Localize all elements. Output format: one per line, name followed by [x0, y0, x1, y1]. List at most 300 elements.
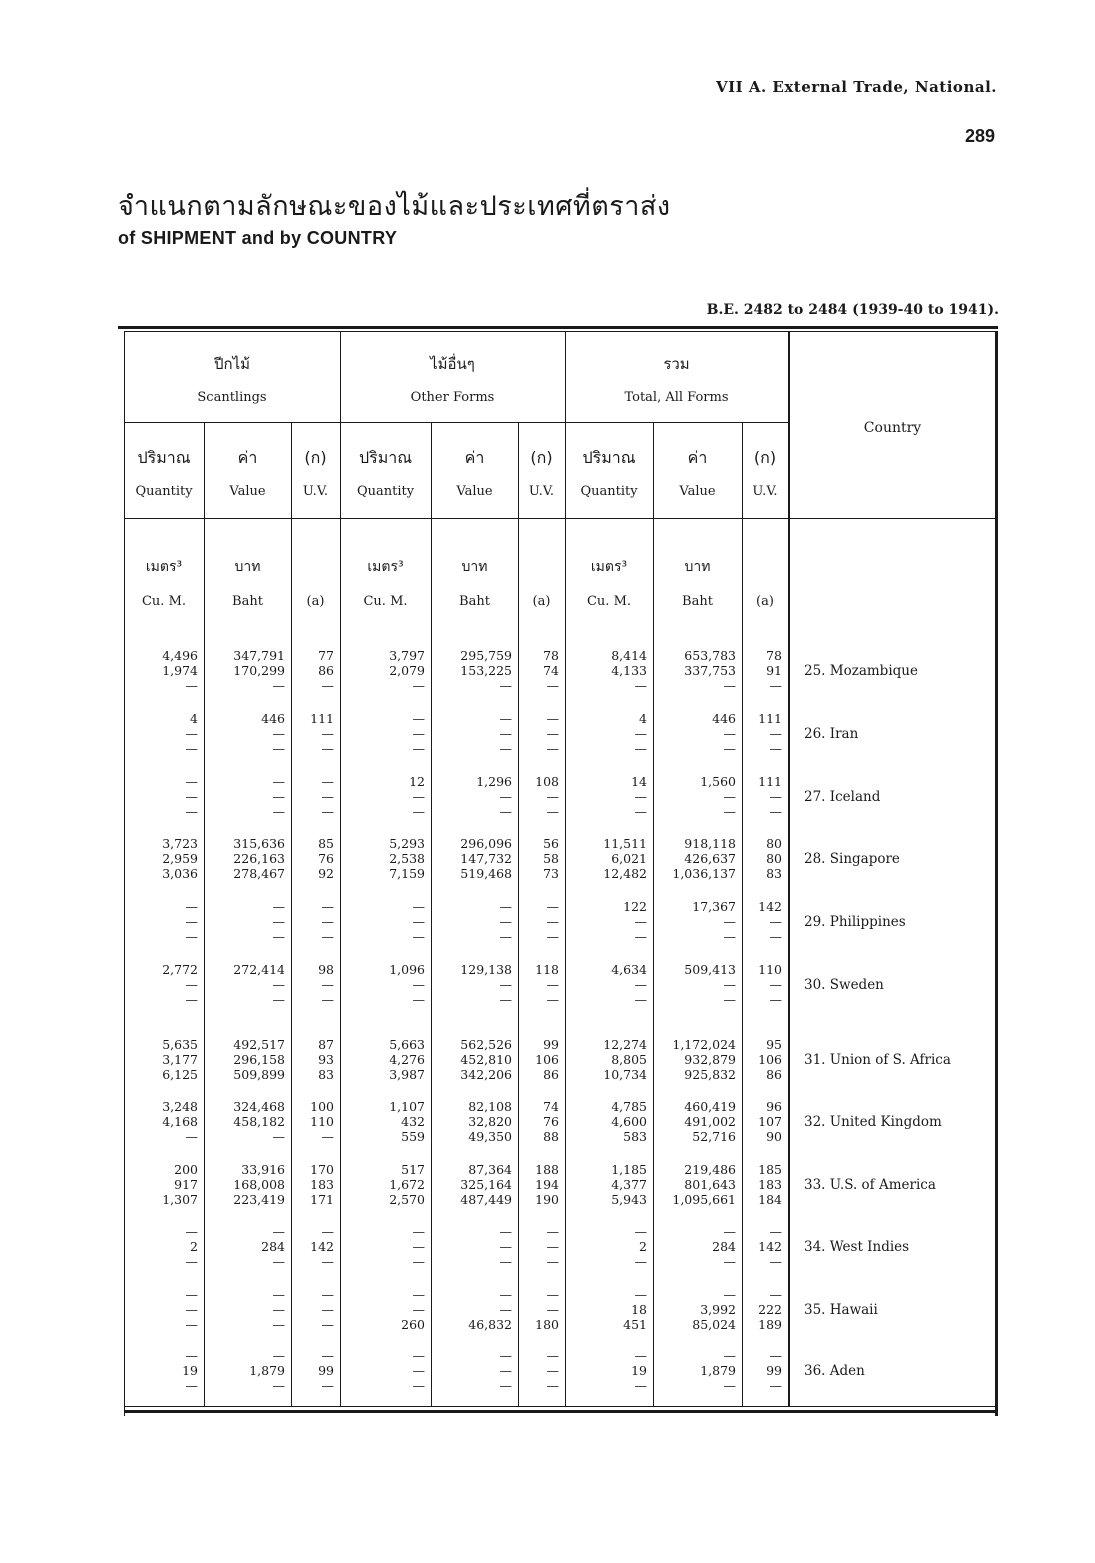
- unit-label: Baht: [232, 594, 263, 609]
- cell-value: 325,164: [460, 1177, 512, 1192]
- cell-value: 3,036: [162, 866, 198, 881]
- cell-value: —: [185, 1254, 198, 1269]
- total-uv-cell: [744, 1037, 782, 1082]
- cell-value: 86: [543, 1067, 559, 1082]
- scantlings-uv-cell: [293, 1099, 334, 1144]
- cell-value: —: [723, 929, 736, 944]
- total-quantity-cell: [567, 836, 647, 881]
- scantlings-quantity-cell: [126, 1287, 198, 1332]
- total-quantity-cell: [567, 962, 647, 1007]
- cell-value: 170,299: [233, 663, 285, 678]
- cell-value: 2,570: [389, 1192, 425, 1207]
- cell-value: 1,036,137: [672, 866, 736, 881]
- cell-value: 452,810: [460, 1052, 512, 1067]
- cell-value: 111: [310, 711, 334, 726]
- total-uv-cell: [744, 648, 782, 693]
- scantlings-quantity-cell: [126, 1224, 198, 1269]
- cell-value: 88: [543, 1129, 559, 1144]
- page-number: 289: [964, 126, 995, 146]
- cell-value: —: [546, 899, 559, 914]
- cell-value: —: [412, 726, 425, 741]
- total-quantity-cell: [567, 774, 647, 819]
- cell-value: 446: [261, 711, 285, 726]
- value-header-thai: ค่า: [464, 448, 485, 467]
- cell-value: 190: [535, 1192, 559, 1207]
- cell-value: 7,159: [389, 866, 425, 881]
- cell-value: —: [723, 1348, 736, 1363]
- cell-value: 168,008: [233, 1177, 285, 1192]
- cell-value: —: [723, 678, 736, 693]
- cell-value: —: [546, 1254, 559, 1269]
- country-name: 31. Union of S. Africa: [804, 1052, 951, 1068]
- cell-value: 12: [409, 774, 425, 789]
- cell-value: 99: [766, 1363, 782, 1378]
- country-header: Country: [863, 420, 922, 436]
- cell-value: —: [723, 977, 736, 992]
- cell-value: 1,185: [611, 1162, 647, 1177]
- cell-value: —: [272, 1224, 285, 1239]
- total-value-cell: [655, 899, 736, 944]
- cell-value: —: [723, 1254, 736, 1269]
- unit-thai: บาท: [461, 559, 488, 575]
- cell-value: —: [769, 789, 782, 804]
- cell-value: 5,943: [611, 1192, 647, 1207]
- scantlings-uv-cell: [293, 1162, 334, 1207]
- cell-value: 108: [535, 774, 559, 789]
- cell-value: 1,879: [249, 1363, 285, 1378]
- unit-label: Cu. M.: [586, 594, 632, 609]
- other-value-cell: [433, 836, 512, 881]
- cell-value: —: [546, 977, 559, 992]
- cell-value: —: [546, 1287, 559, 1302]
- cell-value: 6,125: [162, 1067, 198, 1082]
- total-uv-cell: [744, 836, 782, 881]
- cell-value: —: [412, 1239, 425, 1254]
- uv-header-thai: (ก): [530, 448, 553, 467]
- cell-value: 296,096: [460, 836, 512, 851]
- cell-value: 517: [401, 1162, 425, 1177]
- cell-value: —: [634, 992, 647, 1007]
- cell-value: —: [546, 726, 559, 741]
- scantlings-quantity-cell: [126, 1037, 198, 1082]
- cell-value: 932,879: [684, 1052, 736, 1067]
- other-quantity-cell: [342, 1348, 425, 1393]
- quantity-header-thai: ปริมาณ: [582, 448, 636, 467]
- cell-value: 10,734: [603, 1067, 647, 1082]
- cell-value: —: [499, 977, 512, 992]
- cell-value: 86: [318, 663, 334, 678]
- cell-value: —: [499, 899, 512, 914]
- cell-value: 142: [758, 899, 782, 914]
- cell-value: —: [272, 977, 285, 992]
- other-uv-cell: [520, 774, 559, 819]
- cell-value: 189: [758, 1317, 782, 1332]
- scantlings-value-cell: [206, 1224, 285, 1269]
- cell-value: —: [185, 678, 198, 693]
- other-quantity-cell: [342, 1099, 425, 1144]
- cell-value: —: [412, 1363, 425, 1378]
- other-value-cell: [433, 1037, 512, 1082]
- cell-value: —: [412, 1224, 425, 1239]
- cell-value: —: [272, 1378, 285, 1393]
- cell-value: —: [546, 1239, 559, 1254]
- scantlings-value-cell: [206, 1099, 285, 1144]
- cell-value: 122: [623, 899, 647, 914]
- table-title-english: of SHIPMENT and by COUNTRY: [118, 228, 398, 248]
- cell-value: —: [185, 914, 198, 929]
- cell-value: —: [412, 992, 425, 1007]
- cell-value: 83: [766, 866, 782, 881]
- scantlings-quantity-cell: [126, 899, 198, 944]
- scantlings-value-cell: [206, 899, 285, 944]
- other-quantity-cell: [342, 711, 425, 756]
- cell-value: 86: [766, 1067, 782, 1082]
- quantity-header: Quantity: [135, 484, 193, 499]
- cell-value: 82,108: [468, 1099, 512, 1114]
- cell-value: —: [412, 741, 425, 756]
- cell-value: 432: [401, 1114, 425, 1129]
- other-value-cell: [433, 899, 512, 944]
- cell-value: —: [412, 977, 425, 992]
- cell-value: 129,138: [460, 962, 512, 977]
- cell-value: —: [634, 929, 647, 944]
- scantlings-uv-cell: [293, 1287, 334, 1332]
- cell-value: 46,832: [468, 1317, 512, 1332]
- cell-value: 446: [712, 711, 736, 726]
- cell-value: 347,791: [233, 648, 285, 663]
- cell-value: —: [769, 1287, 782, 1302]
- cell-value: 1,672: [389, 1177, 425, 1192]
- cell-value: 85,024: [692, 1317, 736, 1332]
- cell-value: —: [723, 1287, 736, 1302]
- cell-value: 2,959: [162, 851, 198, 866]
- total-quantity-cell: [567, 899, 647, 944]
- country-name: 36. Aden: [804, 1363, 865, 1379]
- cell-value: 519,468: [460, 866, 512, 881]
- cell-value: 183: [310, 1177, 334, 1192]
- total-value-cell: [655, 774, 736, 819]
- cell-value: 1,974: [162, 663, 198, 678]
- cell-value: —: [272, 992, 285, 1007]
- cell-value: —: [185, 1287, 198, 1302]
- period-label: B.E. 2482 to 2484 (1939-40 to 1941).: [706, 302, 999, 318]
- other-value-cell: [433, 774, 512, 819]
- scantlings-uv-cell: [293, 1348, 334, 1393]
- cell-value: —: [272, 804, 285, 819]
- total-quantity-cell: [567, 1162, 647, 1207]
- cell-value: —: [272, 741, 285, 756]
- scantlings-value-cell: [206, 648, 285, 693]
- cell-value: —: [321, 1254, 334, 1269]
- cell-value: —: [546, 1378, 559, 1393]
- cell-value: —: [546, 741, 559, 756]
- cell-value: —: [634, 804, 647, 819]
- cell-value: —: [634, 678, 647, 693]
- quantity-header: Quantity: [580, 484, 638, 499]
- cell-value: —: [499, 914, 512, 929]
- cell-value: —: [634, 726, 647, 741]
- cell-value: 1,560: [700, 774, 736, 789]
- cell-value: 284: [712, 1239, 736, 1254]
- cell-value: —: [634, 1348, 647, 1363]
- cell-value: —: [769, 1348, 782, 1363]
- cell-value: —: [412, 914, 425, 929]
- cell-value: —: [723, 914, 736, 929]
- unit-thai: บาท: [684, 559, 711, 575]
- cell-value: —: [723, 789, 736, 804]
- cell-value: —: [769, 804, 782, 819]
- cell-value: —: [321, 899, 334, 914]
- cell-value: 91: [766, 663, 782, 678]
- cell-value: —: [769, 992, 782, 1007]
- total-quantity-cell: [567, 711, 647, 756]
- other-uv-cell: [520, 836, 559, 881]
- total-value-cell: [655, 1348, 736, 1393]
- other-uv-cell: [520, 899, 559, 944]
- cell-value: —: [185, 1302, 198, 1317]
- cell-value: —: [769, 1224, 782, 1239]
- scantlings-quantity-cell: [126, 836, 198, 881]
- cell-value: 74: [543, 1099, 559, 1114]
- cell-value: —: [272, 1348, 285, 1363]
- cell-value: —: [321, 804, 334, 819]
- unit-thai: เมตร³: [145, 559, 183, 575]
- other-value-cell: [433, 1287, 512, 1332]
- group-header: Other Forms: [410, 390, 495, 405]
- cell-value: —: [272, 929, 285, 944]
- cell-value: 73: [543, 866, 559, 881]
- uv-header: U.V.: [752, 484, 778, 499]
- group-header-thai: ไม้อื่นๆ: [430, 355, 475, 373]
- cell-value: 100: [310, 1099, 334, 1114]
- cell-value: —: [321, 1348, 334, 1363]
- cell-value: 188: [535, 1162, 559, 1177]
- cell-value: 653,783: [684, 648, 736, 663]
- cell-value: 142: [758, 1239, 782, 1254]
- cell-value: 52,716: [692, 1129, 736, 1144]
- cell-value: 83: [318, 1067, 334, 1082]
- cell-value: 32,820: [468, 1114, 512, 1129]
- cell-value: —: [272, 789, 285, 804]
- scantlings-uv-cell: [293, 1037, 334, 1082]
- total-quantity-cell: [567, 1037, 647, 1082]
- country-name: 32. United Kingdom: [804, 1114, 942, 1130]
- cell-value: 509,413: [684, 962, 736, 977]
- cell-value: —: [185, 899, 198, 914]
- cell-value: 147,732: [460, 851, 512, 866]
- cell-value: 170: [310, 1162, 334, 1177]
- uv-header: U.V.: [302, 484, 329, 499]
- cell-value: —: [321, 992, 334, 1007]
- cell-value: 4,496: [162, 648, 198, 663]
- cell-value: 1,107: [389, 1099, 425, 1114]
- cell-value: —: [321, 977, 334, 992]
- cell-value: 106: [758, 1052, 782, 1067]
- other-quantity-cell: [342, 962, 425, 1007]
- cell-value: —: [185, 992, 198, 1007]
- cell-value: 185: [758, 1162, 782, 1177]
- cell-value: —: [634, 789, 647, 804]
- cell-value: 184: [758, 1192, 782, 1207]
- other-quantity-cell: [342, 1162, 425, 1207]
- cell-value: 74: [543, 663, 559, 678]
- cell-value: 17,367: [692, 899, 736, 914]
- cell-value: 492,517: [233, 1037, 285, 1052]
- cell-value: 58: [543, 851, 559, 866]
- unit-thai: เมตร³: [367, 559, 404, 575]
- scantlings-uv-cell: [293, 836, 334, 881]
- cell-value: 4,168: [162, 1114, 198, 1129]
- cell-value: 1,095,661: [672, 1192, 736, 1207]
- cell-value: 2: [639, 1239, 647, 1254]
- cell-value: 98: [318, 962, 334, 977]
- other-uv-cell: [520, 962, 559, 1007]
- cell-value: 925,832: [684, 1067, 736, 1082]
- other-quantity-cell: [342, 1037, 425, 1082]
- cell-value: 295,759: [460, 648, 512, 663]
- cell-value: 76: [318, 851, 334, 866]
- country-name: 29. Philippines: [804, 914, 906, 930]
- cell-value: —: [272, 1129, 285, 1144]
- cell-value: 451: [623, 1317, 647, 1332]
- cell-value: 1,096: [389, 962, 425, 977]
- cell-value: 583: [623, 1129, 647, 1144]
- other-uv-cell: [520, 711, 559, 756]
- unit-label: (a): [532, 594, 551, 609]
- total-value-cell: [655, 1162, 736, 1207]
- cell-value: 90: [766, 1129, 782, 1144]
- cell-value: 315,636: [233, 836, 285, 851]
- scantlings-quantity-cell: [126, 711, 198, 756]
- cell-value: 509,899: [233, 1067, 285, 1082]
- cell-value: —: [185, 1348, 198, 1363]
- cell-value: —: [412, 804, 425, 819]
- cell-value: —: [499, 1302, 512, 1317]
- cell-value: —: [499, 992, 512, 1007]
- cell-value: 99: [543, 1037, 559, 1052]
- other-uv-cell: [520, 1287, 559, 1332]
- cell-value: 801,643: [684, 1177, 736, 1192]
- value-header-thai: ค่า: [687, 448, 708, 467]
- cell-value: —: [769, 726, 782, 741]
- other-quantity-cell: [342, 899, 425, 944]
- other-value-cell: [433, 711, 512, 756]
- cell-value: —: [321, 1302, 334, 1317]
- total-value-cell: [655, 648, 736, 693]
- cell-value: —: [185, 774, 198, 789]
- cell-value: —: [185, 1317, 198, 1332]
- cell-value: 1,296: [476, 774, 512, 789]
- cell-value: —: [412, 789, 425, 804]
- cell-value: 342,206: [460, 1067, 512, 1082]
- cell-value: —: [769, 678, 782, 693]
- cell-value: 19: [182, 1363, 198, 1378]
- cell-value: —: [185, 1224, 198, 1239]
- cell-value: —: [321, 726, 334, 741]
- cell-value: 19: [631, 1363, 647, 1378]
- cell-value: 222: [758, 1302, 782, 1317]
- cell-value: 1,172,024: [672, 1037, 736, 1052]
- table-title-thai: จำแนกตามลักษณะของไม้และประเทศที่ตราส่ง: [118, 191, 671, 222]
- cell-value: 5,635: [162, 1037, 198, 1052]
- cell-value: 200: [174, 1162, 198, 1177]
- cell-value: —: [185, 1378, 198, 1393]
- cell-value: —: [634, 1254, 647, 1269]
- cell-value: —: [499, 678, 512, 693]
- value-header: Value: [456, 484, 493, 499]
- cell-value: —: [723, 1378, 736, 1393]
- cell-value: —: [499, 1363, 512, 1378]
- scantlings-value-cell: [206, 1162, 285, 1207]
- scantlings-value-cell: [206, 836, 285, 881]
- total-uv-cell: [744, 1287, 782, 1332]
- cell-value: —: [272, 678, 285, 693]
- cell-value: 78: [543, 648, 559, 663]
- cell-value: 180: [535, 1317, 559, 1332]
- cell-value: —: [769, 1378, 782, 1393]
- cell-value: 111: [758, 711, 782, 726]
- cell-value: —: [634, 977, 647, 992]
- cell-value: —: [321, 929, 334, 944]
- cell-value: 110: [310, 1114, 334, 1129]
- cell-value: 4,634: [611, 962, 647, 977]
- cell-value: —: [185, 726, 198, 741]
- cell-value: 87,364: [468, 1162, 512, 1177]
- group-header: Total, All Forms: [624, 390, 729, 405]
- cell-value: 918,118: [684, 836, 736, 851]
- cell-value: 4,276: [389, 1052, 425, 1067]
- cell-value: —: [272, 1254, 285, 1269]
- cell-value: 4: [190, 711, 198, 726]
- total-uv-cell: [744, 1099, 782, 1144]
- cell-value: —: [272, 1317, 285, 1332]
- total-quantity-cell: [567, 1099, 647, 1144]
- cell-value: 96: [766, 1099, 782, 1114]
- cell-value: —: [272, 726, 285, 741]
- cell-value: 171: [310, 1192, 334, 1207]
- cell-value: —: [185, 804, 198, 819]
- cell-value: —: [499, 1239, 512, 1254]
- cell-value: 2,772: [162, 962, 198, 977]
- cell-value: 8,414: [611, 648, 647, 663]
- cell-value: —: [321, 789, 334, 804]
- cell-value: —: [499, 741, 512, 756]
- cell-value: 106: [535, 1052, 559, 1067]
- cell-value: —: [272, 774, 285, 789]
- value-header: Value: [679, 484, 716, 499]
- cell-value: 12,482: [603, 866, 647, 881]
- total-value-cell: [655, 1224, 736, 1269]
- cell-value: —: [499, 1348, 512, 1363]
- cell-value: —: [634, 1287, 647, 1302]
- unit-thai: เมตร³: [590, 559, 628, 575]
- cell-value: —: [546, 1348, 559, 1363]
- cell-value: 4,377: [611, 1177, 647, 1192]
- cell-value: 3,248: [162, 1099, 198, 1114]
- cell-value: 111: [758, 774, 782, 789]
- total-value-cell: [655, 711, 736, 756]
- country-name: 26. Iran: [804, 726, 859, 742]
- cell-value: 2,079: [389, 663, 425, 678]
- uv-header: U.V.: [528, 484, 555, 499]
- other-value-cell: [433, 1099, 512, 1144]
- scantlings-quantity-cell: [126, 1099, 198, 1144]
- trade-table: [118, 326, 998, 1416]
- cell-value: 3,987: [389, 1067, 425, 1082]
- cell-value: —: [723, 992, 736, 1007]
- cell-value: 5,663: [389, 1037, 425, 1052]
- cell-value: —: [546, 1302, 559, 1317]
